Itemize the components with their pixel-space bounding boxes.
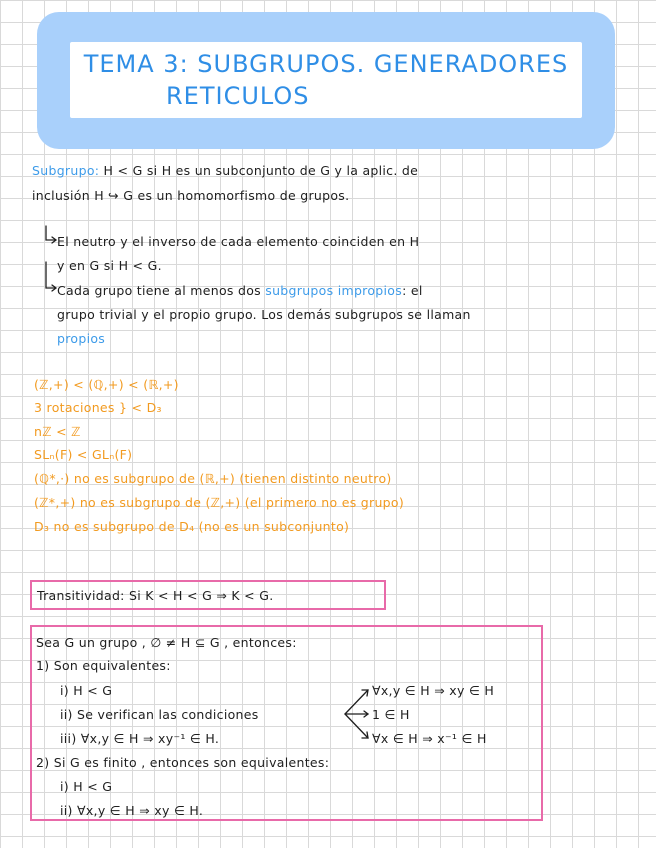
theorem-1-ii: ii) Se verifican las condiciones xyxy=(60,707,259,722)
theorem-part-2: 2) Si G es finito , entonces son equivalentes: xyxy=(36,755,330,770)
note-1-line-2: y en G si H < G. xyxy=(57,258,162,273)
example-1: (ℤ,+) < (ℚ,+) < (ℝ,+) xyxy=(34,377,179,392)
definition-line-2: inclusión H ↪ G es un homomorfismo de grupos. xyxy=(32,188,350,203)
condition-1: ∀x,y ∈ H ⇒ xy ∈ H xyxy=(372,683,495,698)
theorem-1-i: i) H < G xyxy=(60,683,113,698)
condition-3: ∀x ∈ H ⇒ x⁻¹ ∈ H xyxy=(372,731,487,746)
fan-arrow-1-icon xyxy=(345,690,368,714)
example-5: (ℚ*,·) no es subgrupo de (ℝ,+) (tienen distinto neutro) xyxy=(34,471,392,486)
theorem-2-ii: ii) ∀x,y ∈ H ⇒ xy ∈ H. xyxy=(60,803,204,818)
example-2: 3 rotaciones } < D₃ xyxy=(34,400,162,415)
note-2-line-2: grupo trivial y el propio grupo. Los demás subgrupos se llaman xyxy=(57,307,471,322)
definition-term: Subgrupo: xyxy=(32,163,100,178)
title-line-1: TEMA 3: SUBGRUPOS. GENERADORES xyxy=(83,50,569,78)
note-2-text-a: Cada grupo tiene al menos dos xyxy=(57,283,266,298)
term-propios: propios xyxy=(57,331,106,346)
term-subgrupos-impropios: subgrupos impropios xyxy=(265,283,403,298)
theorem-part-1: 1) Son equivalentes: xyxy=(36,658,171,673)
theorem-2-i: i) H < G xyxy=(60,779,113,794)
example-3: nℤ < ℤ xyxy=(34,424,81,439)
example-4: SLₙ(F) < GLₙ(F) xyxy=(34,447,133,462)
theorem-1-iii: iii) ∀x,y ∈ H ⇒ xy⁻¹ ∈ H. xyxy=(60,731,220,746)
example-7: D₃ no es subgrupo de D₄ (no es un subconjunto) xyxy=(34,519,350,534)
note-2-arrow-icon xyxy=(46,262,55,288)
fan-arrow-3-icon xyxy=(345,714,368,738)
condition-2: 1 ∈ H xyxy=(372,707,410,722)
example-6: (ℤ*,+) no es subgrupo de (ℤ,+) (el primero no es grupo) xyxy=(34,495,405,510)
note-2-text-b: : el xyxy=(402,283,423,298)
theorem-intro: Sea G un grupo , ∅ ≠ H ⊆ G , entonces: xyxy=(36,635,297,650)
transitivity-text: Transitividad: Si K < H < G ⇒ K < G. xyxy=(37,588,274,603)
note-1-line-1: El neutro y el inverso de cada elemento coinciden en H xyxy=(57,234,420,249)
title-line-2: RETICULOS xyxy=(166,82,310,110)
definition-text: H < G si H es un subconjunto de G y la aplic. de xyxy=(99,163,419,178)
